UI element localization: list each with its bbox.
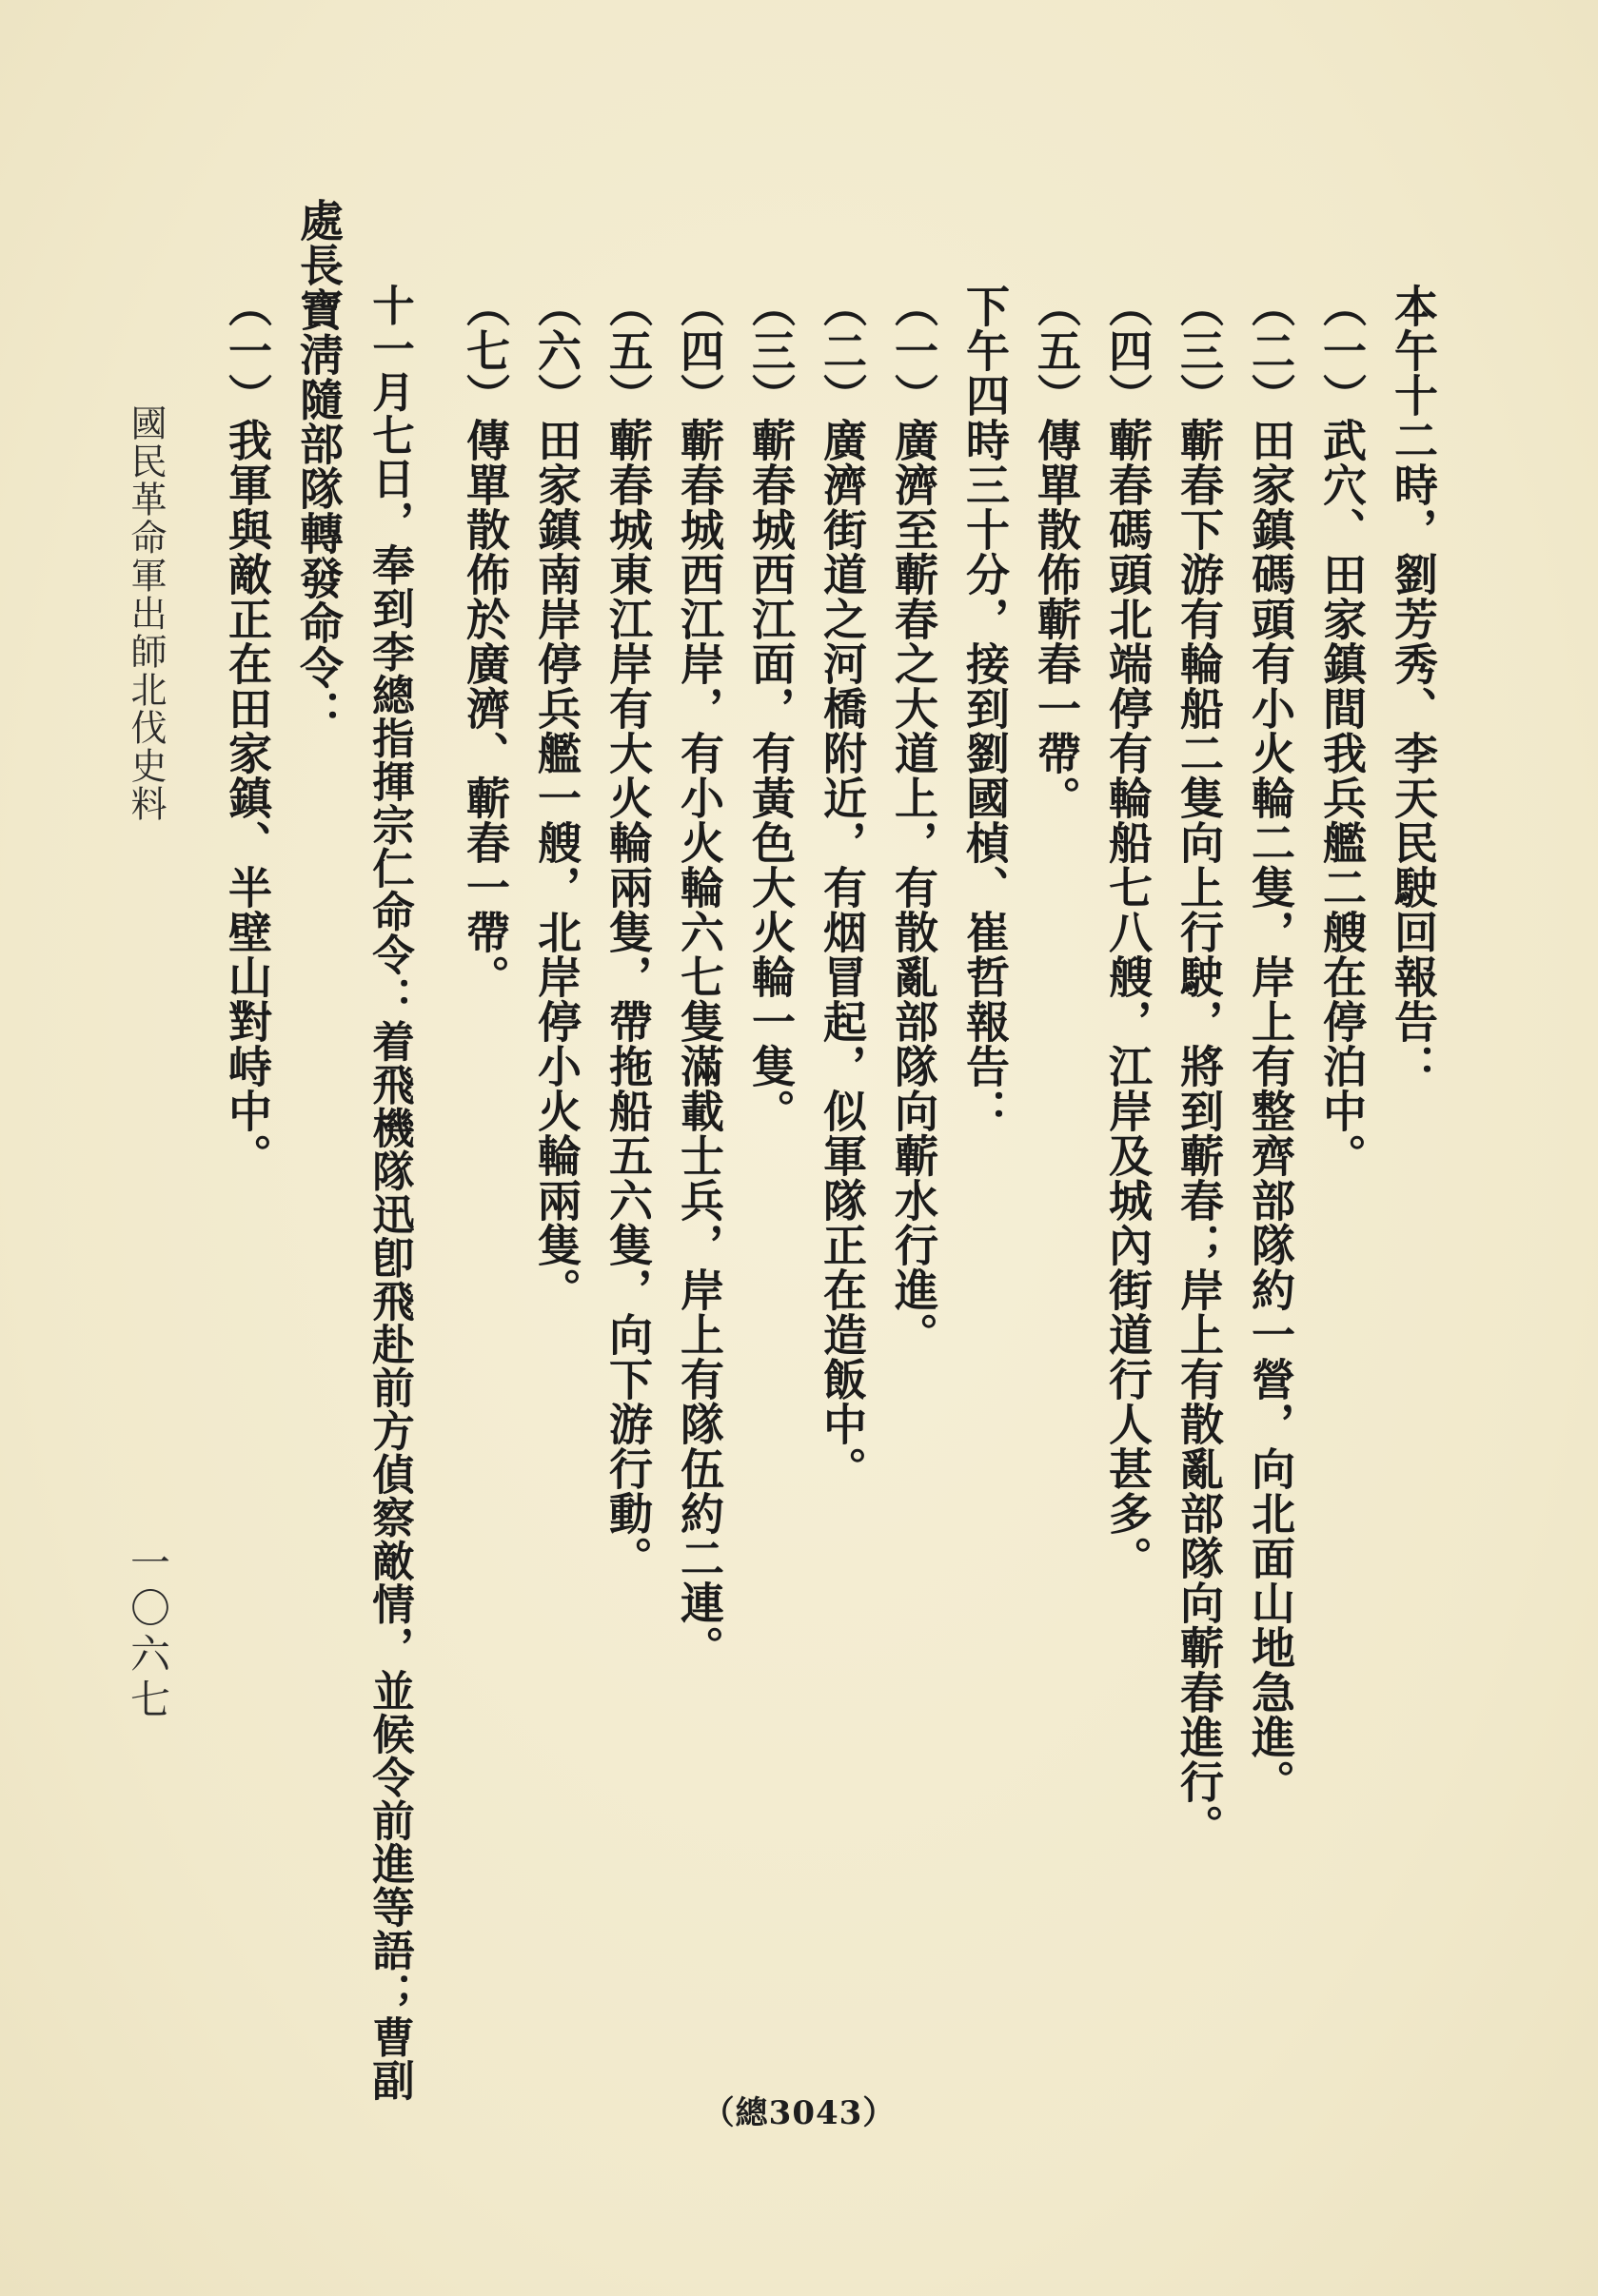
text-column: （七）傳單散佈於廣濟、蘄春一帶。 xyxy=(460,284,511,999)
text-column: （五）傳單散佈蘄春一帶。 xyxy=(1031,284,1082,820)
text-column: 處長寶淸隨部隊轉發命令： xyxy=(293,198,345,735)
text-column: （一）武穴、田家鎮間我兵艦二艘在停泊中。 xyxy=(1316,284,1368,1178)
text-column: 十一月七日，奉到李總指揮宗仁命令：着飛機隊迅卽飛赴前方偵察敵情，並候令前進等語；曹副 xyxy=(365,284,415,2102)
text-column: （四）蘄春碼頭北端停有輪船七八艘，江岸及城內街道行人甚多。 xyxy=(1102,284,1154,1580)
text-column: （五）蘄春城東江岸有大火輪兩隻，帶拖船五六隻，向下游行動。 xyxy=(602,284,654,1580)
text-column: （四）蘄春城西江岸，有小火輪六七隻滿載士兵，岸上有隊伍約二連。 xyxy=(674,284,725,1670)
book-title: 國民革命軍出師北伐史料 xyxy=(125,404,167,823)
text-column: （一）我軍與敵正在田家鎮、半壁山對峙中。 xyxy=(222,284,273,1178)
text-column: 下午四時三十分，接到劉國楨、崔哲報告： xyxy=(959,284,1011,1133)
text-column: （三）蘄春下游有輪船二隻向上行駛，將到蘄春；岸上有散亂部隊向蘄春進行。 xyxy=(1174,284,1225,1849)
text-column: （三）蘄春城西江面，有黃色大火輪一隻。 xyxy=(745,284,797,1133)
footer-reference: （總3043） xyxy=(701,2094,897,2132)
text-column: （二）田家鎮碼頭有小火輪二隻，岸上有整齊部隊約一營，向北面山地急進。 xyxy=(1245,284,1296,1804)
text-column: 本午十二時，劉芳秀、李天民駛回報告： xyxy=(1388,284,1439,1089)
text-column: （六）田家鎮南岸停兵艦一艘，北岸停小火輪兩隻。 xyxy=(531,284,582,1312)
text-column: （一）廣濟至蘄春之大道上，有散亂部隊向蘄水行進。 xyxy=(888,284,939,1357)
page-number: 一〇六七 xyxy=(125,1541,171,1724)
text-column: （二）廣濟街道之河橋附近，有烟冒起，似軍隊正在造飯中。 xyxy=(817,284,868,1491)
